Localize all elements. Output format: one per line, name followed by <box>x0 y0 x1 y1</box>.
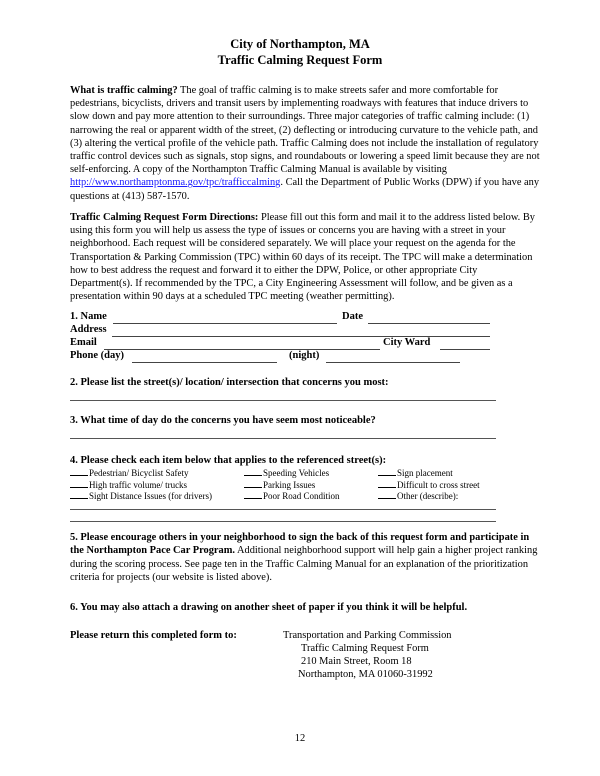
manual-link[interactable]: http://www.northamptonma.gov/tpc/trafficcalming <box>70 177 281 189</box>
date-field[interactable] <box>368 311 490 324</box>
name-label: 1. Name <box>70 311 107 322</box>
question-5-bold: 5. Please encourage others in your neighborhood to sign the back of this request form and participate in the Northampton Pace Car Program. <box>70 532 530 557</box>
directions-heading: Traffic Calming Request Form Directions: <box>70 212 259 223</box>
intro-text-end: . Call the Department of Public Works (DPW) if you have any questions at (413) 587-1570. <box>70 177 540 202</box>
checklist-item[interactable]: Parking Issues <box>244 479 315 490</box>
question-4-answer-line[interactable] <box>70 521 496 522</box>
email-field[interactable] <box>104 337 380 350</box>
checklist-item[interactable]: Pedestrian/ Bicyclist Safety <box>70 467 188 478</box>
date-label: Date <box>342 311 363 322</box>
directions-text: Please fill out this form and mail it to the address listed below. By using this form you will help us assess the type of issues or concerns you are having with a street in your neighborhood. Each request will be considered separately. We will place your request on the agenda for the Transportation & Parking Commission (TPC) within 60 days of its receipt. The TPC will make a determination how to best address the request and forward it to either the DPW, Police, or other appropriate City Department(s). If recommended by the TPC, a City Engineering Assessment will follow, and be given as a presentation within 90 days at a scheduled TPC meeting (weather permitting). <box>70 212 535 303</box>
intro-heading: What is traffic calming? <box>70 85 178 96</box>
intro-text: The goal of traffic calming is to make streets safer and more comfortable for pedestrians, bicyclists, drivers and transit users by implementing roadways with features that induce drivers to slow down and pay more attention to their surroundings. Three major categories of traffic calming include: (1) narrowing the real or apparent width of the street, (2) deflecting or introducing curvature to the vehicle path, and (3) altering the vertical profile of the vehicle path. Traffic Calming does not include the installation of regulatory traffic control devices such as signals, stop signs, and roundabouts or lowering a speed limit because they are not self-enforcing. A copy of the Northampton Traffic Calming Manual is available by visiting <box>70 85 540 176</box>
checklist-item[interactable]: Other (describe): <box>378 490 458 501</box>
question-5-text: Additional neighborhood support will help gain a higher project ranking during the scoring process. See page ten in the Traffic Calming Manual for an explanation of the prioritization criteria for projects (our website is listed above). <box>70 545 538 584</box>
page-subtitle: Traffic Calming Request Form <box>217 53 383 67</box>
checklist-item[interactable]: Difficult to cross street <box>378 479 480 490</box>
checklist-item[interactable]: High traffic volume/ trucks <box>70 479 187 490</box>
checklist-item[interactable]: Poor Road Condition <box>244 490 340 501</box>
intro-paragraph <box>70 84 542 203</box>
return-address-line: Northampton, MA 01060-31992 <box>298 669 433 680</box>
question-4-answer-line[interactable] <box>70 509 496 510</box>
phone-night-field[interactable] <box>326 350 460 363</box>
return-address-line: Traffic Calming Request Form <box>301 643 429 654</box>
question-4: 4. Please check each item below that applies to the referenced street(s): <box>70 455 387 466</box>
return-address-line: 210 Main Street, Room 18 <box>301 656 412 667</box>
question-2-answer-line[interactable] <box>70 400 496 401</box>
page-title: City of Northampton, MA <box>230 37 370 51</box>
return-address-line: Transportation and Parking Commission <box>283 630 452 641</box>
directions-paragraph <box>70 211 542 303</box>
question-6: 6. You may also attach a drawing on another sheet of paper if you think it will be helpful. <box>70 602 468 613</box>
address-field[interactable] <box>112 324 490 337</box>
phone-night-label: (night) <box>289 350 320 361</box>
checklist-item[interactable]: Speeding Vehicles <box>244 467 329 478</box>
question-3: 3. What time of day do the concerns you have seem most noticeable? <box>70 415 376 426</box>
page-number: 12 <box>294 733 306 744</box>
checklist-item[interactable]: Sign placement <box>378 467 453 478</box>
checklist-item[interactable]: Sight Distance Issues (for drivers) <box>70 490 212 501</box>
question-5 <box>70 531 540 585</box>
address-label: Address <box>70 324 107 335</box>
name-field[interactable] <box>113 311 337 324</box>
ward-label: City Ward <box>383 337 431 348</box>
question-2: 2. Please list the street(s)/ location/ intersection that concerns you most: <box>70 377 389 388</box>
phone-day-label: Phone (day) <box>70 350 124 361</box>
return-label: Please return this completed form to: <box>70 630 237 641</box>
ward-field[interactable] <box>440 337 490 350</box>
question-3-answer-line[interactable] <box>70 438 496 439</box>
phone-day-field[interactable] <box>132 350 277 363</box>
email-label: Email <box>70 337 97 348</box>
